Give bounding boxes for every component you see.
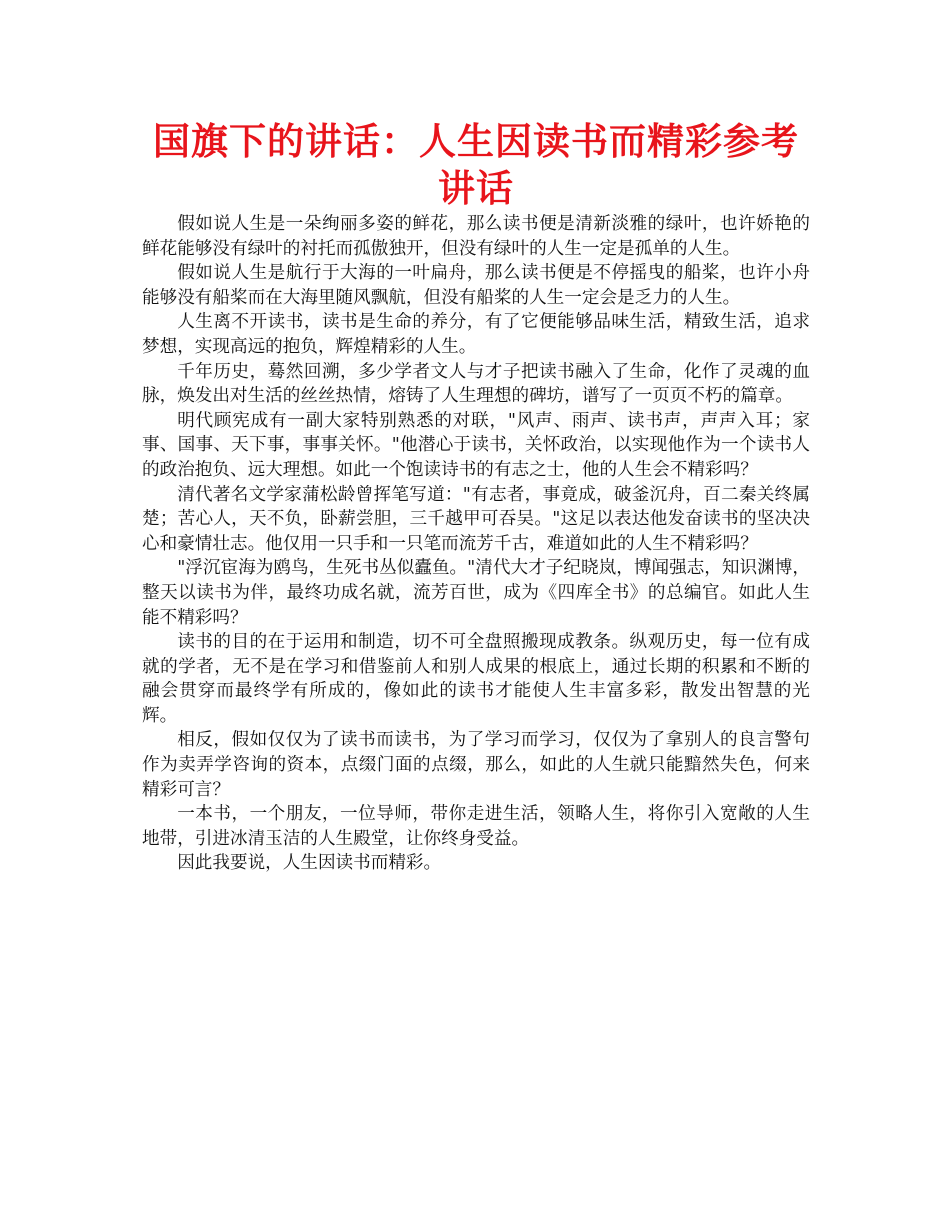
document-title: 国旗下的讲话：人生因读书而精彩参考讲话 xyxy=(153,120,799,210)
paragraph: 一本书，一个朋友，一位导师，带你走进生活，领略人生，将你引入宽敞的人生地带，引进冰清玉洁的人生殿堂，让你终身受益。 xyxy=(142,804,810,849)
paragraph: 明代顾宪成有一副大家特别熟悉的对联，"风声、雨声、读书声，声声入耳；家事、国事、天下事，事事关怀。"他潜心于读书，关怀政治，以实现他作为一个读书人的政治抱负、远大理想。如此一个饱读诗书的有志之士，他的人生会不精彩吗？ xyxy=(142,410,810,480)
document-page xyxy=(142,118,810,876)
paragraph: "浮沉宦海为鸥鸟，生死书丛似蠹鱼。"清代大才子纪晓岚，博闻强志，知识渊博，整天以读书为伴，最终功成名就，流芳百世，成为《四库全书》的总编官。如此人生能不精彩吗？ xyxy=(142,558,810,628)
paragraph: 相反，假如仅仅为了读书而读书，为了学习而学习，仅仅为了拿别人的良言警句作为卖弄学咨询的资本，点缀门面的点缀，那么，如此的人生就只能黯然失色，何来精彩可言？ xyxy=(142,730,810,800)
paragraph: 清代著名文学家蒲松龄曾挥笔写道："有志者，事竟成，破釜沉舟，百二秦关终属楚；苦心人，天不负，卧薪尝胆，三千越甲可吞吴。"这足以表达他发奋读书的坚决决心和豪情壮志。他仅用一只手和一只笔而流芳千古，难道如此的人生不精彩吗？ xyxy=(142,484,810,554)
paragraph: 人生离不开读书，读书是生命的养分，有了它便能够品味生活，精致生活，追求梦想，实现高远的抱负，辉煌精彩的人生。 xyxy=(142,312,810,357)
document-body xyxy=(142,212,810,876)
paragraph: 假如说人生是航行于大海的一叶扁舟，那么读书便是不停摇曳的船桨，也许小舟能够没有船桨而在大海里随风飘航，但没有船桨的人生一定会是乏力的人生。 xyxy=(142,263,810,308)
paragraph: 假如说人生是一朵绚丽多姿的鲜花，那么读书便是清新淡雅的绿叶，也许娇艳的鲜花能够没有绿叶的衬托而孤傲独开，但没有绿叶的人生一定是孤单的人生。 xyxy=(142,214,810,259)
paragraph: 读书的目的在于运用和制造，切不可全盘照搬现成教条。纵观历史，每一位有成就的学者，无不是在学习和借鉴前人和别人成果的根底上，通过长期的积累和不断的融会贯穿而最终学有所成的，像如此的读书才能使人生丰富多彩，散发出智慧的光辉。 xyxy=(142,632,810,726)
paragraph: 因此我要说，人生因读书而精彩。 xyxy=(177,853,442,874)
paragraph: 千年历史，蓦然回溯，多少学者文人与才子把读书融入了生命，化作了灵魂的血脉，焕发出对生活的丝丝热情，熔铸了人生理想的碑坊，谱写了一页页不朽的篇章。 xyxy=(142,361,810,407)
